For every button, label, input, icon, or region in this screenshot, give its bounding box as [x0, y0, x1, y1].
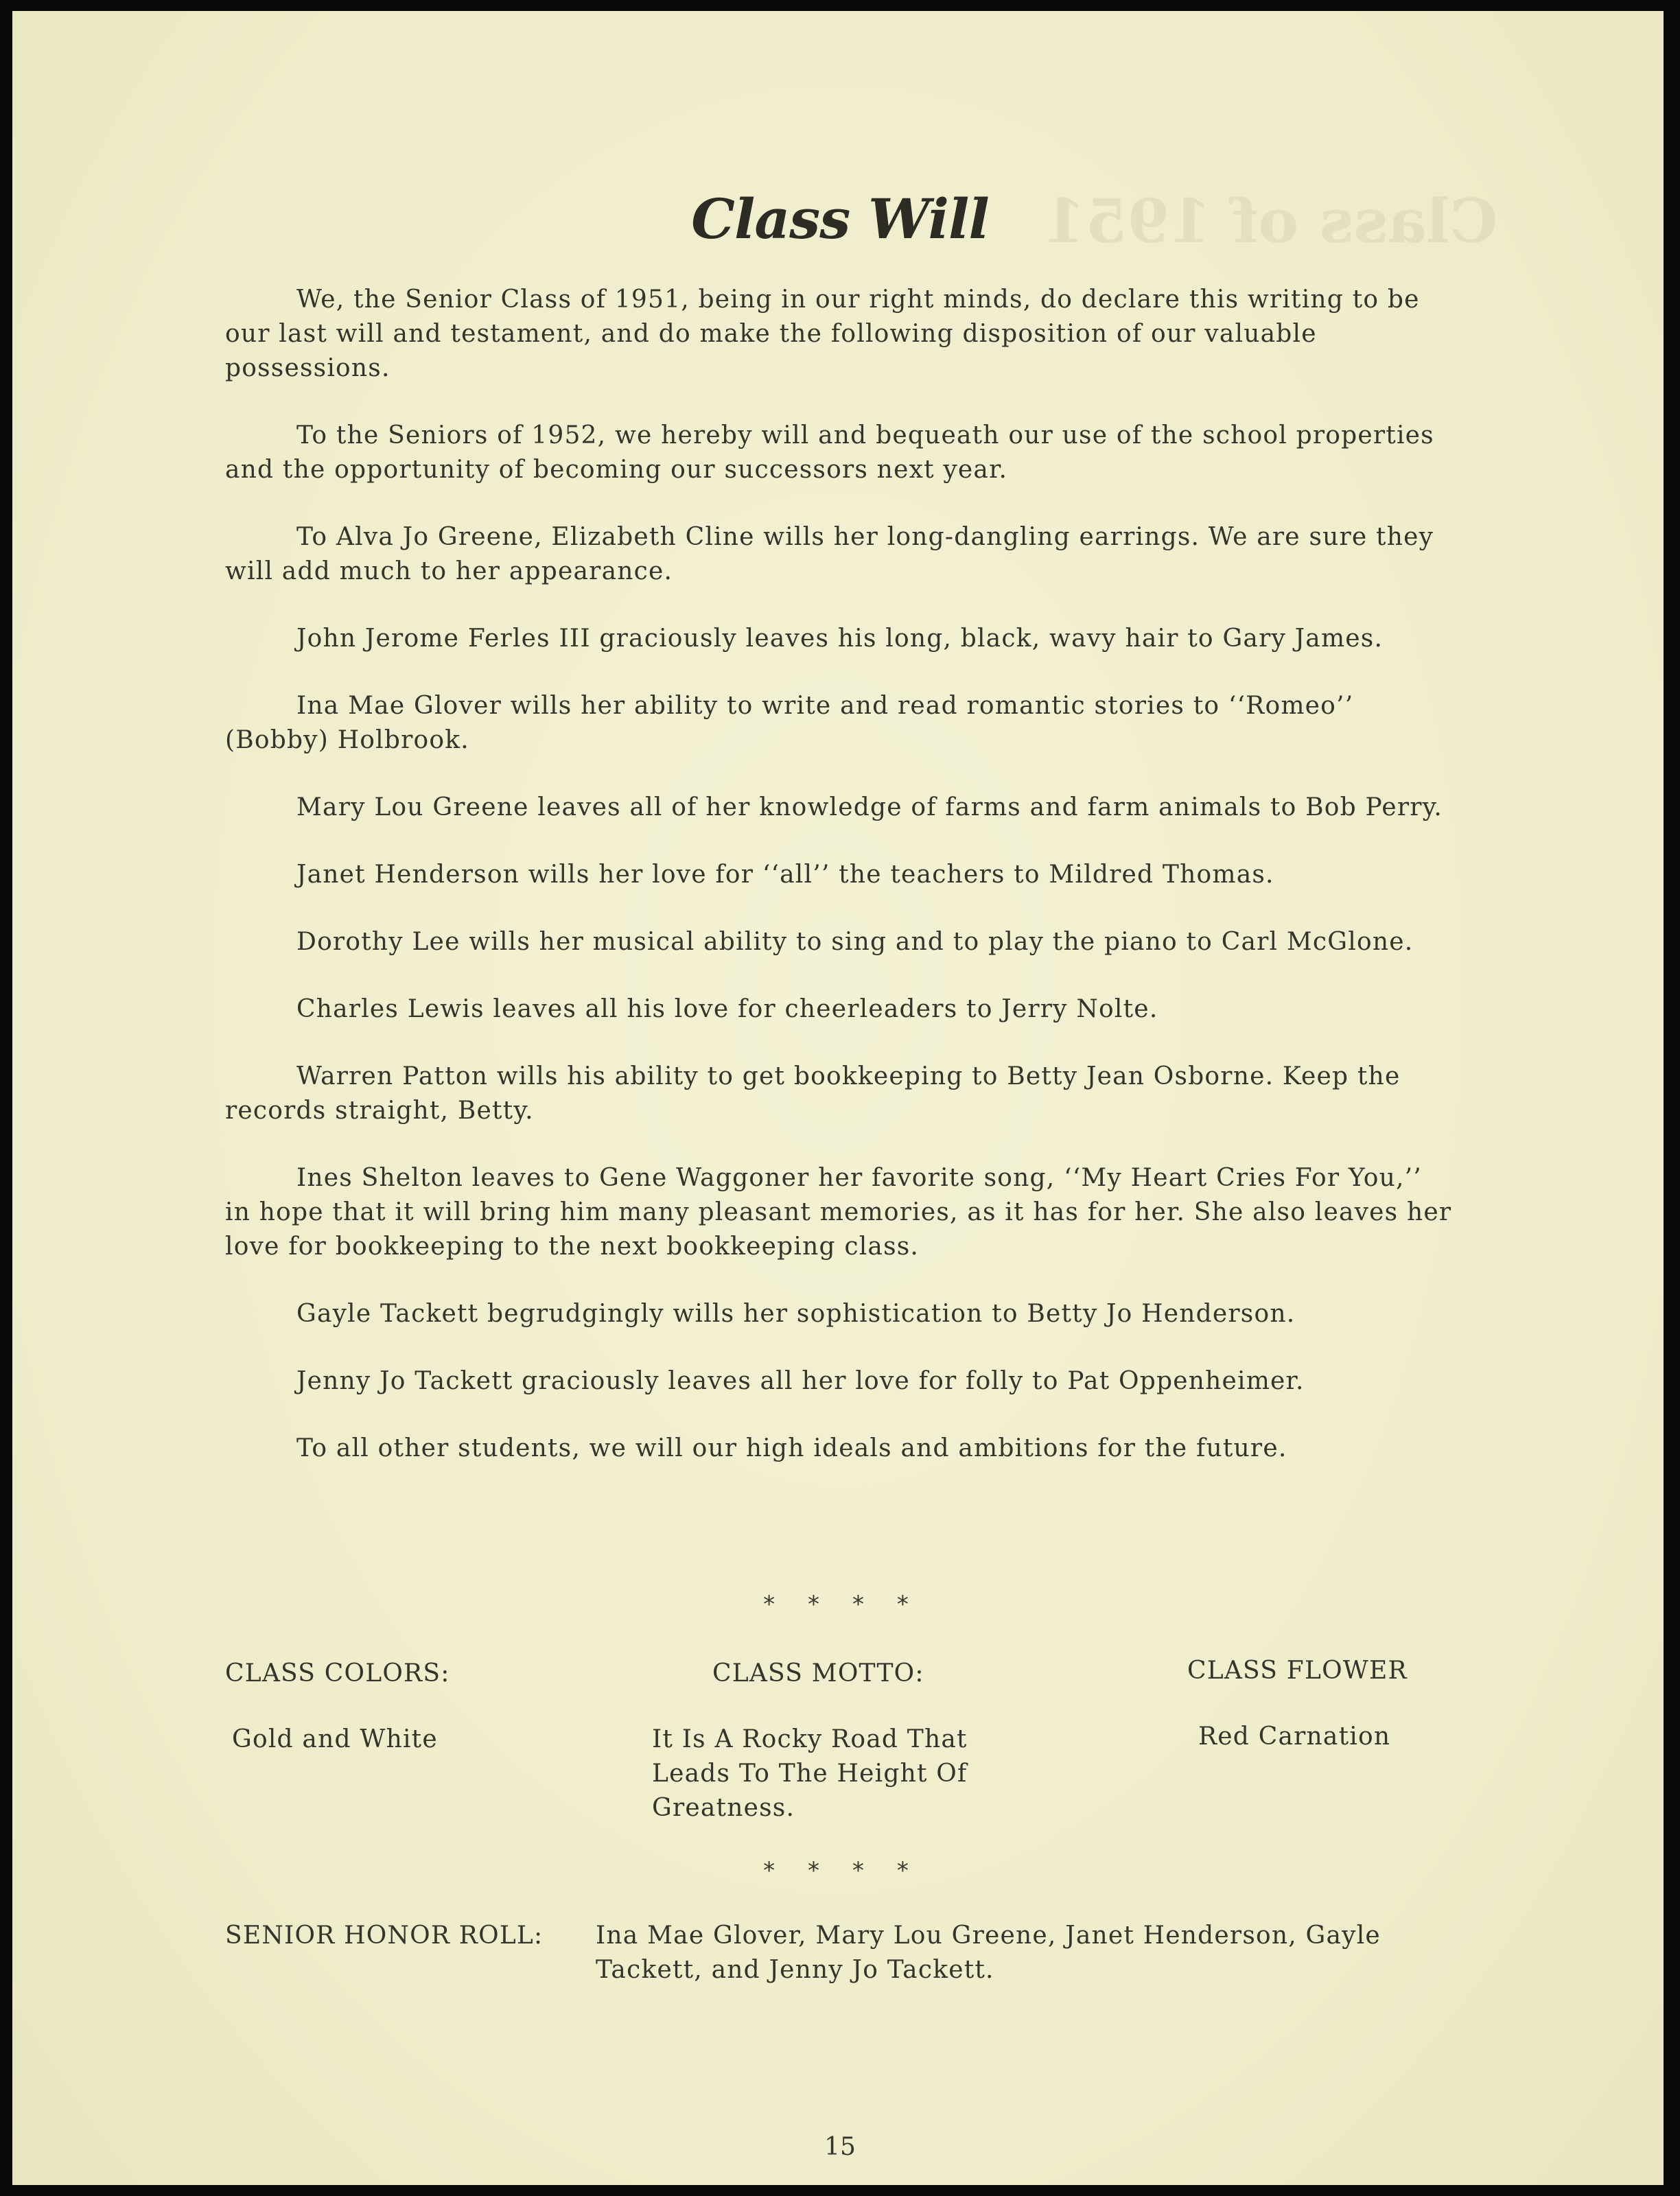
- class-motto-section: [652, 1657, 1036, 1825]
- paragraph-glover: Ina Mae Glover wills her ability to write and read romantic stories to ‘‘Romeo’’ (Bobby) Holbrook.: [225, 692, 1354, 754]
- honor-roll-names: Ina Mae Glover, Mary Lou Greene, Janet Henderson, Gayle Tackett, and Jenny Jo Tackett.: [596, 1922, 1381, 1984]
- honor-roll: [225, 1919, 1460, 1987]
- class-flower-value: Red Carnation: [1198, 1722, 1391, 1751]
- paragraph-seniors-1952: To the Seniors of 1952, we hereby will and bequeath our use of the school properties and the opportunity of becoming our successors next year.: [225, 421, 1434, 484]
- class-colors-label: CLASS COLORS:: [225, 1659, 450, 1687]
- class-motto-value: It Is A Rocky Road That Leads To The Height Of Greatness.: [652, 1725, 968, 1822]
- paragraph-henderson: Janet Henderson wills her love for ‘‘all’’ the teachers to Mildred Thomas.: [296, 861, 1274, 889]
- honor-roll-label: SENIOR HONOR ROLL:: [225, 1922, 544, 1950]
- separator-stars-2: * * * *: [762, 1857, 918, 1884]
- paragraph-lewis: Charles Lewis leaves all his love for cheerleaders to Jerry Nolte.: [296, 995, 1158, 1023]
- separator-stars: * * * *: [762, 1591, 918, 1618]
- paragraph-all-students: To all other students, we will our high ideals and ambitions for the future.: [296, 1434, 1287, 1462]
- paragraph-greene: Mary Lou Greene leaves all of her knowledge of farms and farm animals to Bob Perry.: [296, 793, 1443, 821]
- paragraph-cline: To Alva Jo Greene, Elizabeth Cline wills her long-dangling earrings. We are sure they will add much to her appearance.: [225, 523, 1434, 585]
- class-colors-value: Gold and White: [232, 1725, 438, 1753]
- class-flower-section: [1187, 1654, 1475, 1754]
- paragraph-ferles: John Jerome Ferles III graciously leaves his long, black, wavy hair to Gary James.: [296, 624, 1384, 653]
- paragraph-intro: We, the Senior Class of 1951, being in our right minds, do declare this writing to be our last will and testament, and do make the following disposition of our valuable possessions.: [225, 285, 1420, 382]
- page-number: 15: [824, 2133, 856, 2161]
- paragraph-patton: Warren Patton wills his ability to get bookkeeping to Betty Jean Osborne. Keep the records straight, Betty.: [225, 1062, 1401, 1125]
- will-body: [225, 283, 1454, 1499]
- class-flower-label: CLASS FLOWER: [1187, 1657, 1408, 1685]
- paragraph-lee: Dorothy Lee wills her musical ability to sing and to play the piano to Carl McGlone.: [296, 928, 1414, 956]
- paragraph-shelton: Ines Shelton leaves to Gene Waggoner her favorite song, ‘‘My Heart Cries For You,’’ in hope that it will bring him many pleasant memories, as it has for her. She also leaves her love for bookkeeping to the next bookkeeping class.: [225, 1164, 1452, 1261]
- page-title: Class Will: [691, 187, 989, 251]
- paragraph-gayle-tackett: Gayle Tackett begrudgingly wills her sophistication to Betty Jo Henderson.: [296, 1300, 1296, 1328]
- class-motto-label: CLASS MOTTO:: [712, 1659, 924, 1687]
- paragraph-jenny-tackett: Jenny Jo Tackett graciously leaves all her love for folly to Pat Oppenheimer.: [296, 1367, 1305, 1395]
- show-through-text: Class of 1951: [1043, 185, 1498, 257]
- class-colors-section: [225, 1657, 500, 1757]
